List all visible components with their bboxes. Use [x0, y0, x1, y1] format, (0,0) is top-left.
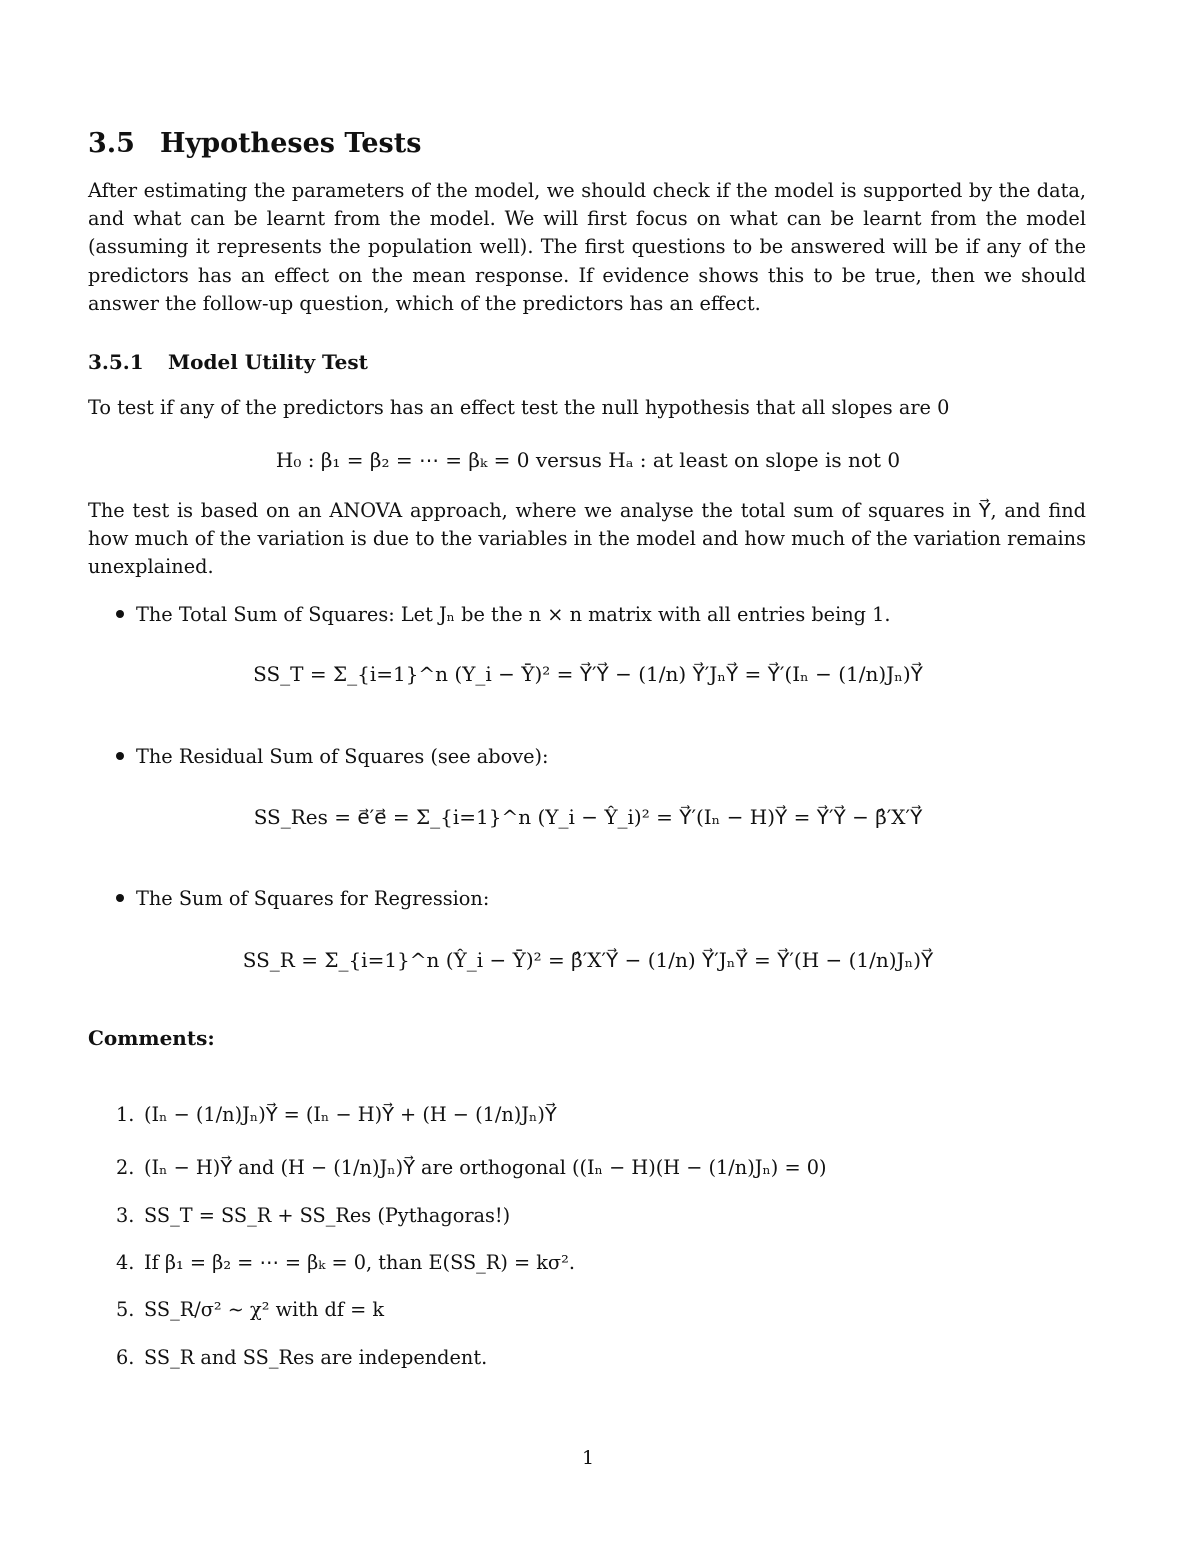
equation-ssr — [88, 948, 1088, 972]
bullet-total-text: The Total Sum of Squares: Let Jₙ be the n × n matrix with all entries being 1. — [136, 603, 891, 626]
bullet-dot — [116, 610, 124, 618]
comment-item: 2. (Iₙ − H)Y⃗ and (H − (1/n)Jₙ)Y⃗ are orthogonal ((Iₙ − H)(H − (1/n)Jₙ) = 0) — [116, 1156, 827, 1179]
subsection-heading — [88, 350, 368, 374]
hypothesis-equation-text: H₀ : β₁ = β₂ = ⋯ = βₖ = 0 versus Hₐ : at least on slope is not 0 — [275, 448, 901, 472]
subsection-title: Model Utility Test — [168, 350, 368, 374]
bullet-total-sum — [116, 603, 891, 626]
bullet-regression-text: The Sum of Squares for Regression: — [136, 887, 490, 910]
page-number: 1 — [581, 1447, 595, 1469]
intro-paragraph: After estimating the parameters of the model, we should check if the model is supported by the data, and what can be learnt from the model. We will first focus on what can be learnt from the model (assuming it represents the population well). The first questions to be answered will be if any of the predictors has an effect on the mean response. If evidence shows this to be true, then we should answer the follow-up question, which of the predictors has an effect. — [88, 179, 1086, 315]
bullet-dot — [116, 894, 124, 902]
bullet-regression-sum — [116, 887, 489, 910]
hypothesis-equation — [88, 448, 1088, 472]
equation-ssres — [88, 805, 1088, 829]
utility-sentence: To test if any of the predictors has an effect test the null hypothesis that all slopes are 0 — [88, 396, 950, 419]
comments-heading: Comments: — [88, 1026, 215, 1050]
comment-item: 1. (Iₙ − (1/n)Jₙ)Y⃗ = (Iₙ − H)Y⃗ + (H − (1/n)Jₙ)Y⃗ — [116, 1103, 557, 1126]
section-number: 3.5 — [88, 128, 135, 159]
comment-item: 4. If β₁ = β₂ = ⋯ = βₖ = 0, than E(SS_R) = kσ². — [116, 1251, 575, 1274]
equation-ssres-text: SS_Res = e⃗′e⃗ = Σ_{i=1}^n (Y_i − Ŷ_i)² = Y⃗′(Iₙ − H)Y⃗ = Y⃗′Y⃗ − β̂′X′Y⃗ — [253, 805, 923, 829]
equation-ssr-text: SS_R = Σ_{i=1}^n (Ŷ_i − Ȳ)² = β̂′X′Y⃗ − (1/n) Y⃗′JₙY⃗ = Y⃗′(H − (1/n)Jₙ)Y⃗ — [242, 948, 934, 972]
section-title: Hypotheses Tests — [160, 128, 422, 159]
bullet-residual-sum — [116, 745, 549, 768]
subsection-number: 3.5.1 — [88, 350, 144, 374]
document-page — [88, 0, 1088, 1553]
anova-paragraph: The test is based on an ANOVA approach, where we analyse the total sum of squares in Y⃗, and find how much of the variation is due to the variables in the model and how much of the variation remains unexplained. — [88, 499, 1086, 579]
equation-sst-text: SS_T = Σ_{i=1}^n (Y_i − Ȳ)² = Y⃗′Y⃗ − (1/n) Y⃗′JₙY⃗ = Y⃗′(Iₙ − (1/n)Jₙ)Y⃗ — [253, 662, 923, 686]
bullet-dot — [116, 752, 124, 760]
section-heading — [88, 128, 421, 159]
equation-sst — [88, 662, 1088, 686]
comment-item: 3. SS_T = SS_R + SS_Res (Pythagoras!) — [116, 1204, 511, 1227]
bullet-residual-text: The Residual Sum of Squares (see above): — [136, 745, 549, 768]
comment-item: 6. SS_R and SS_Res are independent. — [116, 1346, 488, 1369]
comment-item: 5. SS_R/σ² ∼ χ² with df = k — [116, 1298, 385, 1321]
